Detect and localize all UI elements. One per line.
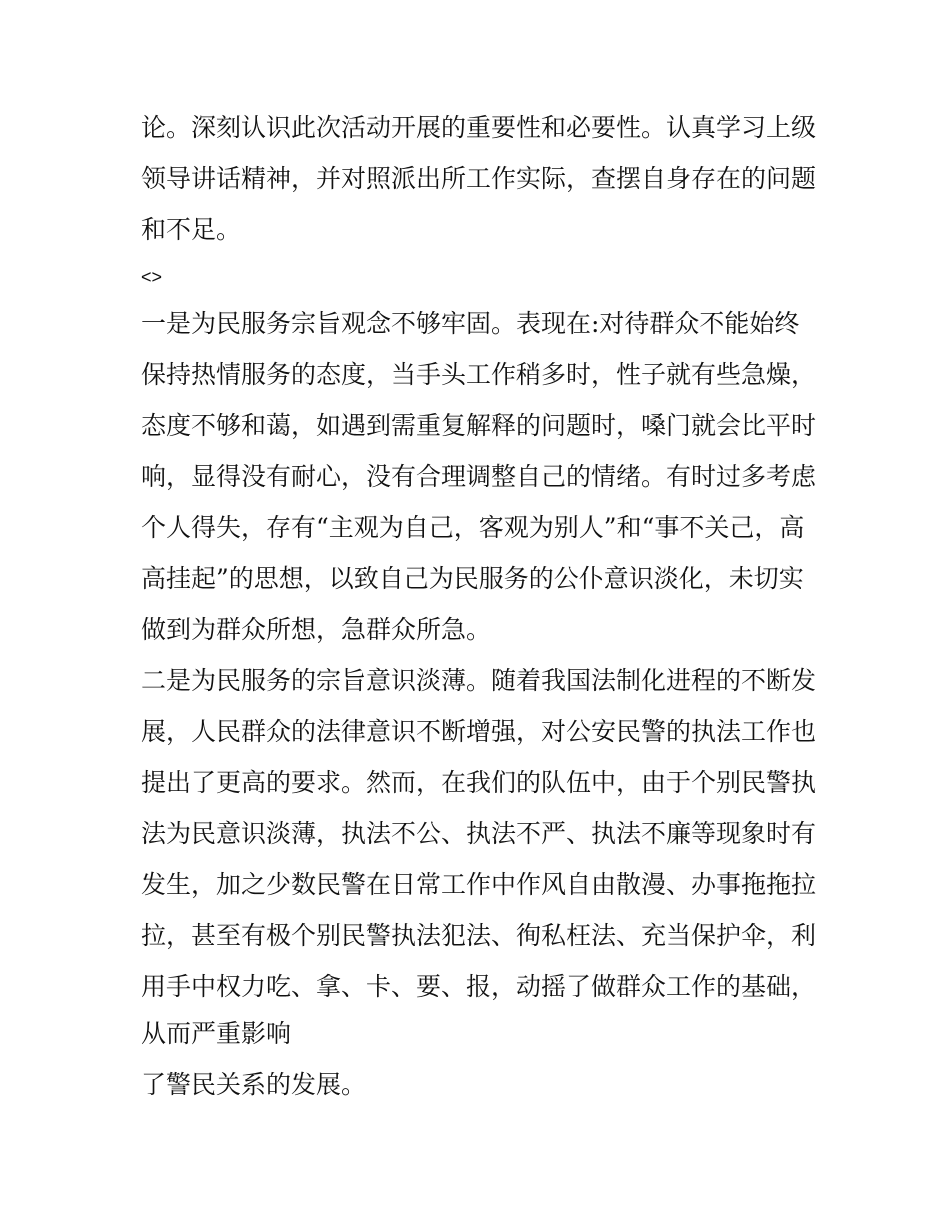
text-line-14: 提出了更高的要求。然而，在我们的队伍中，由于个别民警执 <box>141 768 817 797</box>
text-line-5: 一是为民服务宗旨观念不够牢固。表现在:对待群众不能始终 <box>141 309 800 338</box>
text-line-10: 高挂起”的思想，以致自己为民服务的公仆意识淡化，未切实 <box>141 564 804 593</box>
text-line-6: 保持热情服务的态度，当手头工作稍多时，性子就有些急燥， <box>141 360 817 389</box>
text-line-16: 发生，加之少数民警在日常工作中作风自由散漫、办事拖拖拉 <box>141 870 817 899</box>
text-line-20: 了警民关系的发展。 <box>141 1070 367 1099</box>
text-line-17: 拉，甚至有极个别民警执法犯法、徇私枉法、充当保护伞，利 <box>141 921 817 950</box>
text-line-3: 和不足。 <box>141 215 242 244</box>
text-line-8: 响，显得没有耐心，没有合理调整自己的情绪。有时过多考虑 <box>141 462 817 491</box>
text-line-15: 法为民意识淡薄，执法不公、执法不严、执法不廉等现象时有 <box>141 819 817 848</box>
text-line-9: 个人得失，存有“主观为自己，客观为别人”和“事不关己，高 <box>141 513 805 542</box>
text-line-7: 态度不够和蔼，如遇到需重复解释的问题时，嗓门就会比平时 <box>141 411 817 440</box>
text-line-1: 论。深刻认识此次活动开展的重要性和必要性。认真学习上级 <box>141 113 817 142</box>
text-line-2: 领导讲话精神，并对照派出所工作实际，查摆自身存在的问题 <box>141 164 817 193</box>
section-marker: <> <box>141 267 163 287</box>
text-line-12: 二是为民服务的宗旨意识淡薄。随着我国法制化进程的不断发 <box>141 666 817 695</box>
text-line-19: 从而严重影响 <box>141 1019 292 1048</box>
text-line-11: 做到为群众所想，急群众所急。 <box>141 615 492 644</box>
text-line-13: 展，人民群众的法律意识不断增强，对公安民警的执法工作也 <box>141 717 817 746</box>
text-line-18: 用手中权力吃、拿、卡、要、报，动摇了做群众工作的基础， <box>141 972 817 1001</box>
